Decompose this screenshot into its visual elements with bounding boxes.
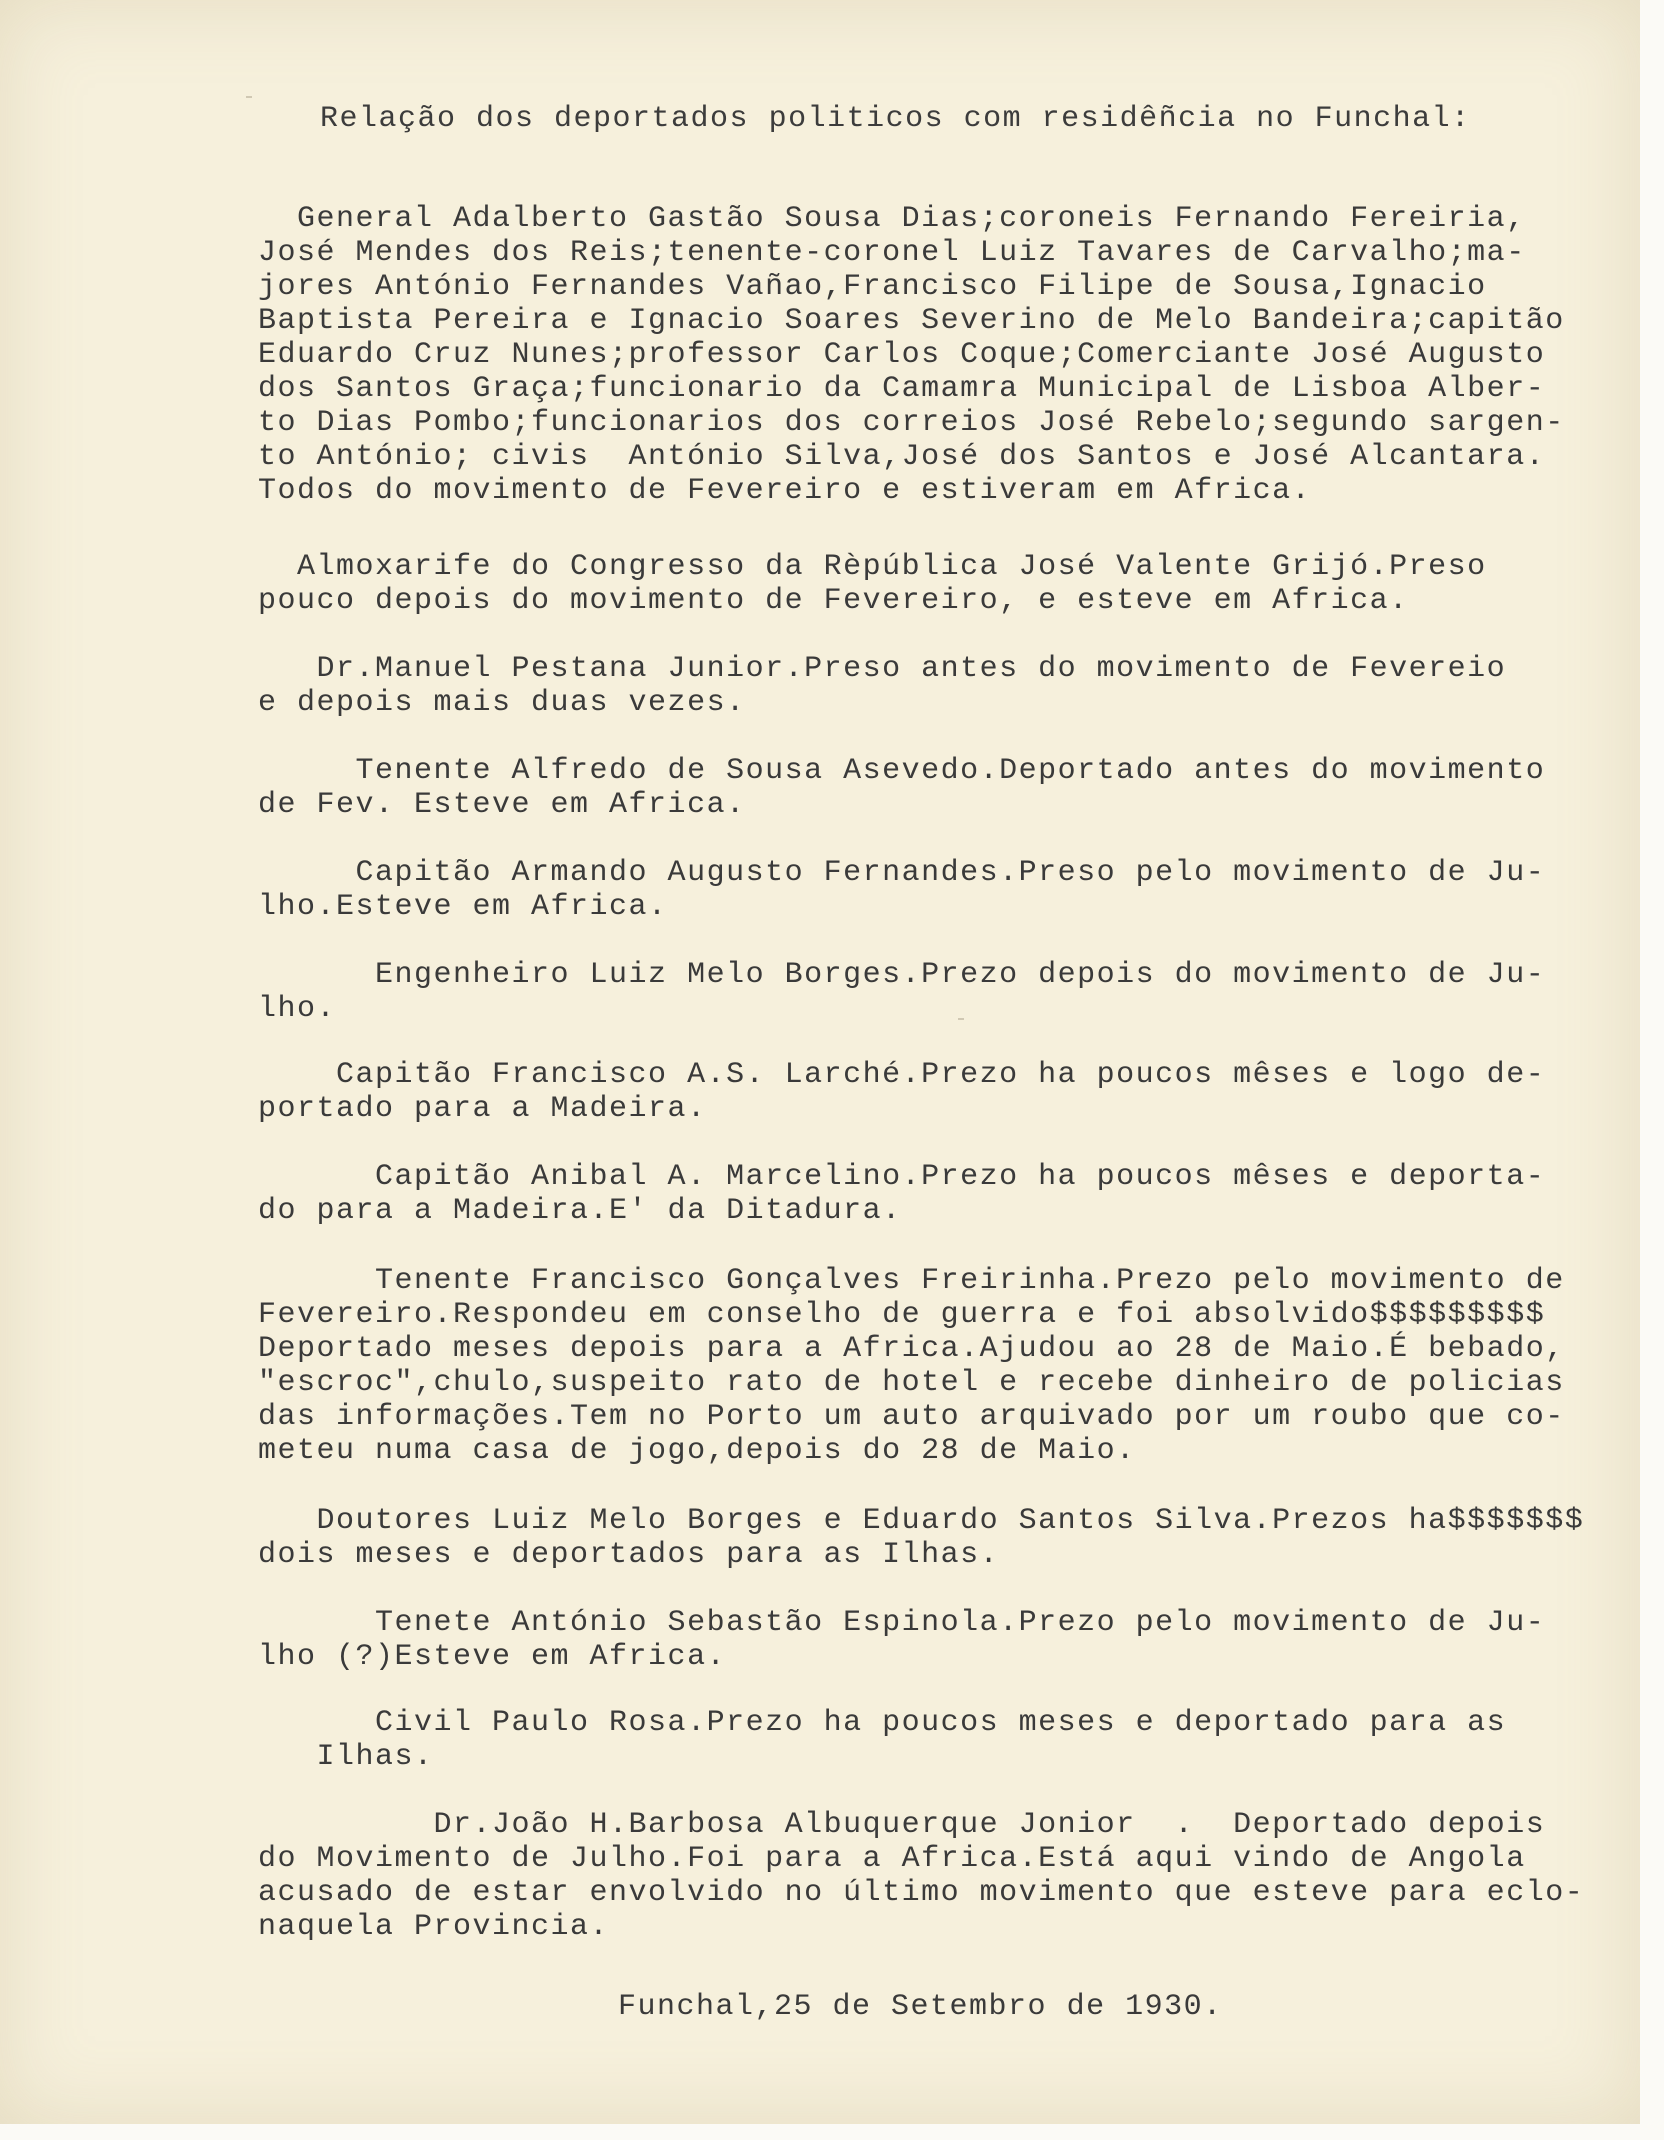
text-line: lho. — [258, 992, 337, 1026]
paragraph-fernandes — [258, 856, 1628, 924]
text-line: do Movimento de Julho.Foi para a Africa.Está aqui vindo de Angola — [258, 1842, 1526, 1876]
scan-border-bottom — [0, 2124, 1664, 2140]
ink-speck — [958, 1018, 964, 1020]
text-line: acusado de estar envolvido no último movimento que esteve para eclo- — [258, 1876, 1585, 1910]
text-line: Eduardo Cruz Nunes;professor Carlos Coque;Comerciante José Augusto — [258, 338, 1546, 372]
text-line: Deportado meses depois para a Africa.Ajudou ao 28 de Maio.É bebado, — [258, 1332, 1565, 1366]
scan-border-right — [1640, 0, 1664, 2140]
text-line: Civil Paulo Rosa.Prezo ha poucos meses e deportado para as — [258, 1706, 1507, 1740]
paragraph-pestana — [258, 652, 1628, 720]
text-line: Dr.Manuel Pestana Junior.Preso antes do movimento de Fevereio — [258, 652, 1507, 686]
text-line: Doutores Luiz Melo Borges e Eduardo Santos Silva.Prezos ha$$$$$$$ — [258, 1504, 1585, 1538]
paragraph-albuquerque — [258, 1808, 1628, 1944]
text-line: to António; civis António Silva,José dos Santos e José Alcantara. — [258, 440, 1546, 474]
text-line: de Fev. Esteve em Africa. — [258, 788, 746, 822]
text-line: Engenheiro Luiz Melo Borges.Prezo depois do movimento de Ju- — [258, 958, 1546, 992]
paragraph-borges — [258, 958, 1628, 1026]
ink-speck — [246, 96, 252, 98]
text-line: Capitão Armando Augusto Fernandes.Preso pelo movimento de Ju- — [258, 856, 1546, 890]
place-date-line: Funchal,25 de Setembro de 1930. — [618, 1990, 1223, 2024]
text-line: Fevereiro.Respondeu em conselho de guerra e foi absolvido$$$$$$$$$ — [258, 1298, 1546, 1332]
text-line: Dr.João H.Barbosa Albuquerque Jonior . Deportado depois — [258, 1808, 1546, 1842]
paragraph-rosa — [258, 1706, 1628, 1774]
paragraph-freirinha — [258, 1264, 1628, 1468]
text-line: to Dias Pombo;funcionarios dos correios José Rebelo;segundo sargen- — [258, 406, 1565, 440]
text-line: naquela Provincia. — [258, 1910, 610, 1944]
text-line: Baptista Pereira e Ignacio Soares Severino de Melo Bandeira;capitão — [258, 304, 1565, 338]
text-line: dos Santos Graça;funcionario da Camamra Municipal de Lisboa Alber- — [258, 372, 1546, 406]
text-line: Almoxarife do Congresso da Rèpública José Valente Grijó.Preso — [258, 550, 1487, 584]
text-line: jores António Fernandes Vañao,Francisco Filipe de Sousa,Ignacio — [258, 270, 1487, 304]
text-line: meteu numa casa de jogo,depois do 28 de Maio. — [258, 1434, 1136, 1468]
paragraph-larche — [258, 1058, 1628, 1126]
text-line: do para a Madeira.E' da Ditadura. — [258, 1194, 902, 1228]
text-line: Capitão Anibal A. Marcelino.Prezo ha poucos mêses e deporta- — [258, 1160, 1546, 1194]
text-line: Tenente Alfredo de Sousa Asevedo.Deportado antes do movimento — [258, 754, 1546, 788]
text-line: General Adalberto Gastão Sousa Dias;coroneis Fernando Fereiria, — [258, 202, 1526, 236]
paragraph-detainees-february — [258, 202, 1628, 508]
paragraph-marcelino — [258, 1160, 1628, 1228]
paragraph-doutores — [258, 1504, 1628, 1572]
text-line: pouco depois do movimento de Fevereiro, e esteve em Africa. — [258, 584, 1409, 618]
paragraph-grijo — [258, 550, 1628, 618]
document-heading: Relação dos deportados politicos com residêñcia no Funchal: — [320, 102, 1471, 136]
text-line: e depois mais duas vezes. — [258, 686, 746, 720]
text-line: Capitão Francisco A.S. Larché.Prezo ha poucos mêses e logo de- — [258, 1058, 1546, 1092]
text-line: lho (?)Esteve em Africa. — [258, 1640, 727, 1674]
text-line: Todos do movimento de Fevereiro e estiveram em Africa. — [258, 474, 1312, 508]
text-line: José Mendes dos Reis;tenente-coronel Luiz Tavares de Carvalho;ma- — [258, 236, 1526, 270]
text-line: Tenete António Sebastão Espinola.Prezo pelo movimento de Ju- — [258, 1606, 1546, 1640]
text-line: portado para a Madeira. — [258, 1092, 707, 1126]
text-line: das informações.Tem no Porto um auto arquivado por um roubo que co- — [258, 1400, 1565, 1434]
paragraph-espinola — [258, 1606, 1628, 1674]
text-line: Tenente Francisco Gonçalves Freirinha.Prezo pelo movimento de — [258, 1264, 1565, 1298]
paragraph-asevedo — [258, 754, 1628, 822]
text-line: lho.Esteve em Africa. — [258, 890, 668, 924]
text-line: "escroc",chulo,suspeito rato de hotel e recebe dinheiro de policias — [258, 1366, 1565, 1400]
text-line: dois meses e deportados para as Ilhas. — [258, 1538, 1000, 1572]
text-line: Ilhas. — [258, 1740, 434, 1774]
